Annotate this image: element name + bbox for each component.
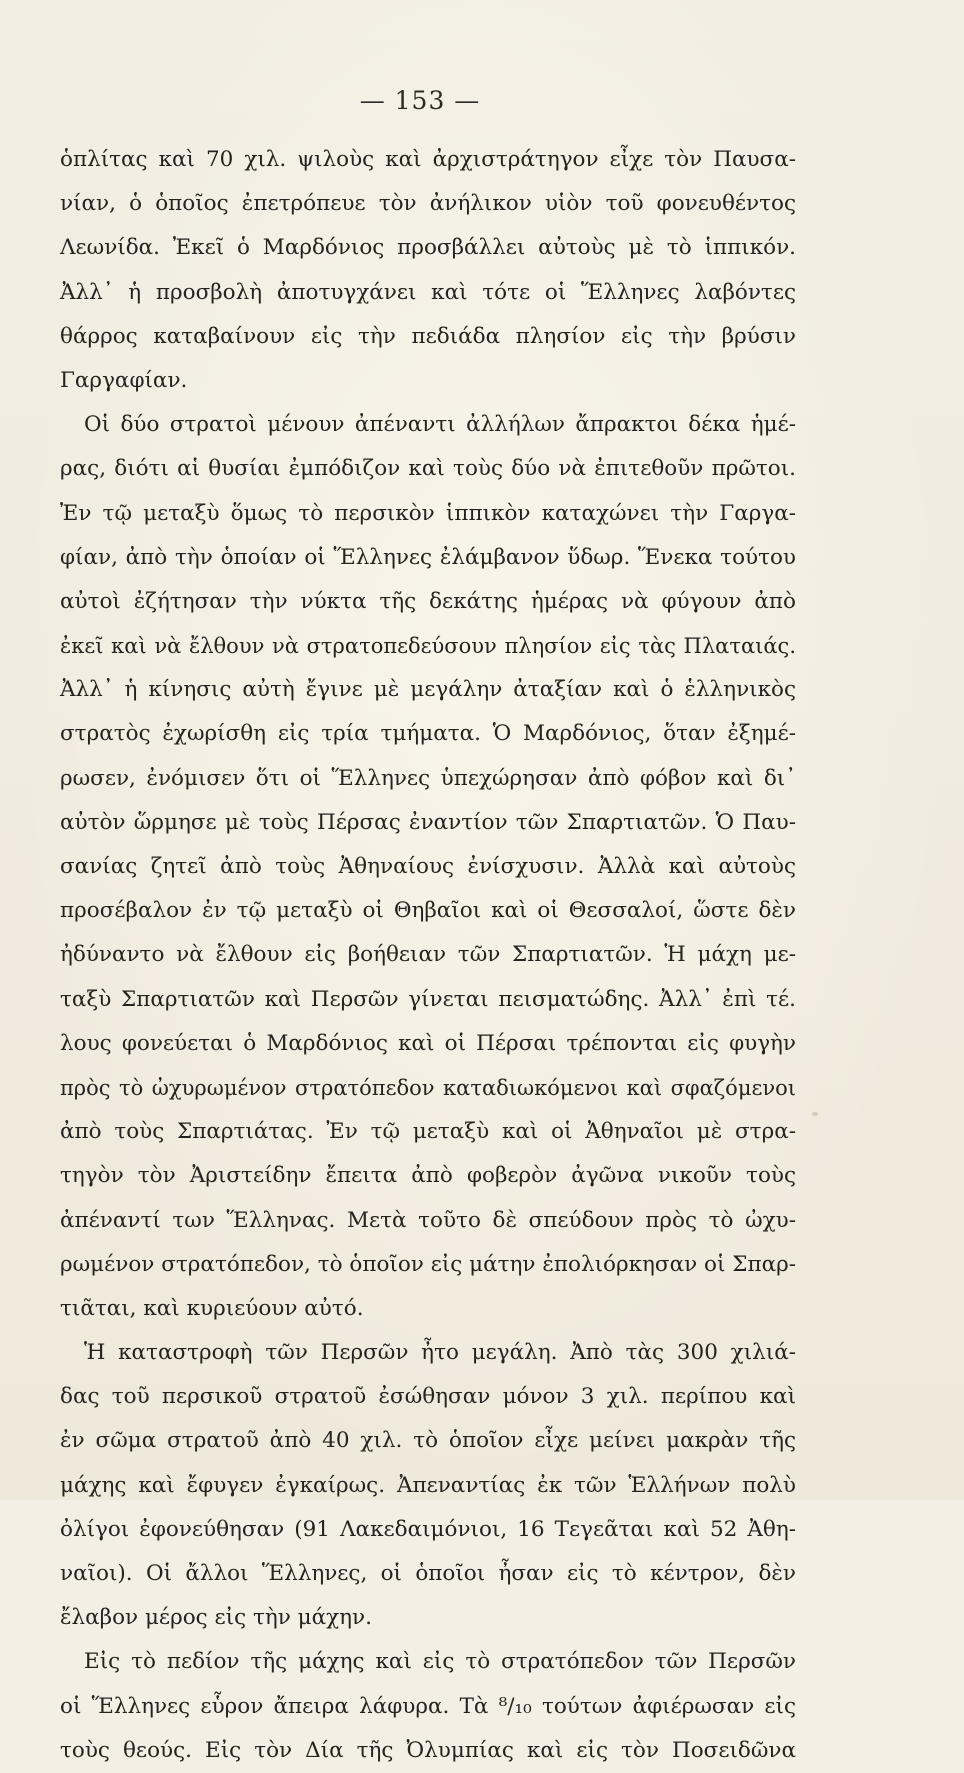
text-line: ὀλίγοι ἐφονεύθησαν (91 Λακεδαιμόνιοι, 16 Τεγεᾶται καὶ 52 Ἀθη-: [60, 1516, 796, 1542]
text-line: Ἀλλ᾽ ἡ κίνησις αὐτὴ ἔγινε μὲ μεγάλην ἀταξίαν καὶ ὁ ἑλληνικὸς: [60, 677, 796, 703]
text-line: φίαν, ἀπὸ τὴν ὁποίαν οἱ Ἕλληνες ἐλάμβανον ὕδωρ. Ἕνεκα τούτου: [60, 544, 796, 570]
text-line: τηγὸν τὸν Ἀριστείδην ἔπειτα ἀπὸ φοβερὸν ἀγῶνα νικοῦν τοὺς: [60, 1163, 796, 1189]
text-line: στρατὸς ἐχωρίσθη εἰς τρία τμήματα. Ὁ Μαρδόνιος, ὅταν ἐξημέ-: [60, 721, 796, 747]
text-line: ἐκεῖ καὶ νὰ ἔλθουν νὰ στρατοπεδεύσουν πλησίον εἰς τὰς Πλαταιάς.: [60, 634, 796, 659]
text-line: Ἐν τῷ μεταξὺ ὅμως τὸ περσικὸν ἱππικὸν καταχώνει τὴν Γαργα-: [60, 500, 796, 526]
text-line: ἀπέναντί των Ἕλληνας. Μετὰ τοῦτο δὲ σπεύδουν πρὸς τὸ ὠχυ-: [60, 1207, 796, 1233]
text-line: ἐν σῶμα στρατοῦ ἀπὸ 40 χιλ. τὸ ὁποῖον εἶχε μείνει μακρὰν τῆς: [60, 1428, 796, 1454]
text-line: σανίας ζητεῖ ἀπὸ τοὺς Ἀθηναίους ἐνίσχυσιν. Ἀλλὰ καὶ αὐτοὺς: [60, 854, 796, 879]
text-line: ὁπλίτας καὶ 70 χιλ. ψιλοὺς καὶ ἀρχιστράτηγον εἶχε τὸν Παυσα-: [60, 147, 796, 172]
paragraph-start-line: Ἡ καταστροφὴ τῶν Περσῶν ἦτο μεγάλη. Ἀπὸ τὰς 300 χιλιά-: [84, 1340, 796, 1366]
text-line: ναῖοι). Οἱ ἄλλοι Ἕλληνες, οἱ ὁποῖοι ἦσαν εἰς τὸ κέντρον, δὲν: [60, 1561, 796, 1586]
text-line: νίαν, ὁ ὁποῖος ἐπετρόπευε τὸν ἀνήλικον υἱὸν τοῦ φονευθέντος: [60, 191, 796, 217]
text-line: ἀπὸ τοὺς Σπαρτιάτας. Ἐν τῷ μεταξὺ καὶ οἱ Ἀθηναῖοι μὲ στρα-: [60, 1119, 796, 1145]
text-line: αὐτὸν ὥρμησε μὲ τοὺς Πέρσας ἐναντίον τῶν Σπαρτιατῶν. Ὁ Παυ-: [60, 809, 796, 835]
paper-speck: [812, 1112, 818, 1116]
text-line: θάρρος καταβαίνουν εἰς τὴν πεδιάδα πλησίον εἰς τὴν βρύσιν: [60, 323, 796, 349]
text-line: πρὸς τὸ ὠχυρωμένον στρατόπεδον καταδιωκόμενοι καὶ σφαζόμενοι: [60, 1075, 796, 1100]
text-line: ρας, διότι αἱ θυσίαι ἐμπόδιζον καὶ τοὺς δύο νὰ ἐπιτεθοῦν πρῶτοι.: [60, 456, 796, 482]
text-line: Γαργαφίαν.: [60, 367, 188, 393]
page-number: — 153 —: [359, 86, 481, 115]
text-line: ρωσεν, ἐνόμισεν ὅτι οἱ Ἕλληνες ὑπεχώρησαν ἀπὸ φόβον καὶ δι᾽: [60, 765, 796, 791]
paragraph-start-line: Εἰς τὸ πεδίον τῆς μάχης καὶ εἰς τὸ στρατόπεδον τῶν Περσῶν: [84, 1649, 796, 1675]
text-line: μάχης καὶ ἔφυγεν ἐγκαίρως. Ἀπεναντίας ἐκ τῶν Ἑλλήνων πολὺ: [60, 1472, 796, 1498]
text-line: ρωμένον στρατόπεδον, τὸ ὁποῖον εἰς μάτην ἐπολιόρκησαν οἱ Σπαρ-: [60, 1251, 796, 1277]
text-line: τιᾶται, καὶ κυριεύουν αὐτό.: [60, 1295, 364, 1321]
text-line: προσέβαλον ἐν τῷ μεταξὺ οἱ Θηβαῖοι καὶ οἱ Θεσσαλοί, ὥστε δὲν: [60, 898, 796, 924]
paragraph-start-line: Οἱ δύο στρατοὶ μένουν ἀπέναντι ἀλλήλων ἄπρακτοι δέκα ἡμέ-: [84, 412, 796, 438]
text-line: δας τοῦ περσικοῦ στρατοῦ ἐσώθησαν μόνον 3 χιλ. περίπου καὶ: [60, 1384, 796, 1410]
text-line: ἔλαβον μέρος εἰς τὴν μάχην.: [60, 1605, 372, 1631]
text-line: ταξὺ Σπαρτιατῶν καὶ Περσῶν γίνεται πεισματώδης. Ἀλλ᾽ ἐπὶ τέ.: [60, 986, 796, 1012]
text-line: ἠδύναντο νὰ ἔλθουν εἰς βοήθειαν τῶν Σπαρτιατῶν. Ἡ μάχη με-: [60, 942, 796, 968]
text-line: αὐτοὶ ἐζήτησαν τὴν νύκτα τῆς δεκάτης ἡμέρας νὰ φύγουν ἀπὸ: [60, 588, 796, 614]
body-text: [60, 138, 796, 1773]
text-line: οἱ Ἕλληνες εὗρον ἄπειρα λάφυρα. Τὰ ⁸/₁₀ τούτων ἀφιέρωσαν εἰς: [60, 1693, 796, 1719]
text-line: λους φονεύεται ὁ Μαρδόνιος καὶ οἱ Πέρσαι τρέπονται εἰς φυγὴν: [60, 1030, 796, 1056]
text-line: Ἀλλ᾽ ἡ προσβολὴ ἀποτυγχάνει καὶ τότε οἱ Ἕλληνες λαβόντες: [60, 279, 796, 305]
text-line: τοὺς θεούς. Εἰς τὸν Δία τῆς Ὀλυμπίας καὶ εἰς τὸν Ποσειδῶνα: [60, 1737, 796, 1763]
text-line: Λεωνίδα. Ἐκεῖ ὁ Μαρδόνιος προσβάλλει αὐτοὺς μὲ τὸ ἱππικόν.: [60, 235, 796, 261]
